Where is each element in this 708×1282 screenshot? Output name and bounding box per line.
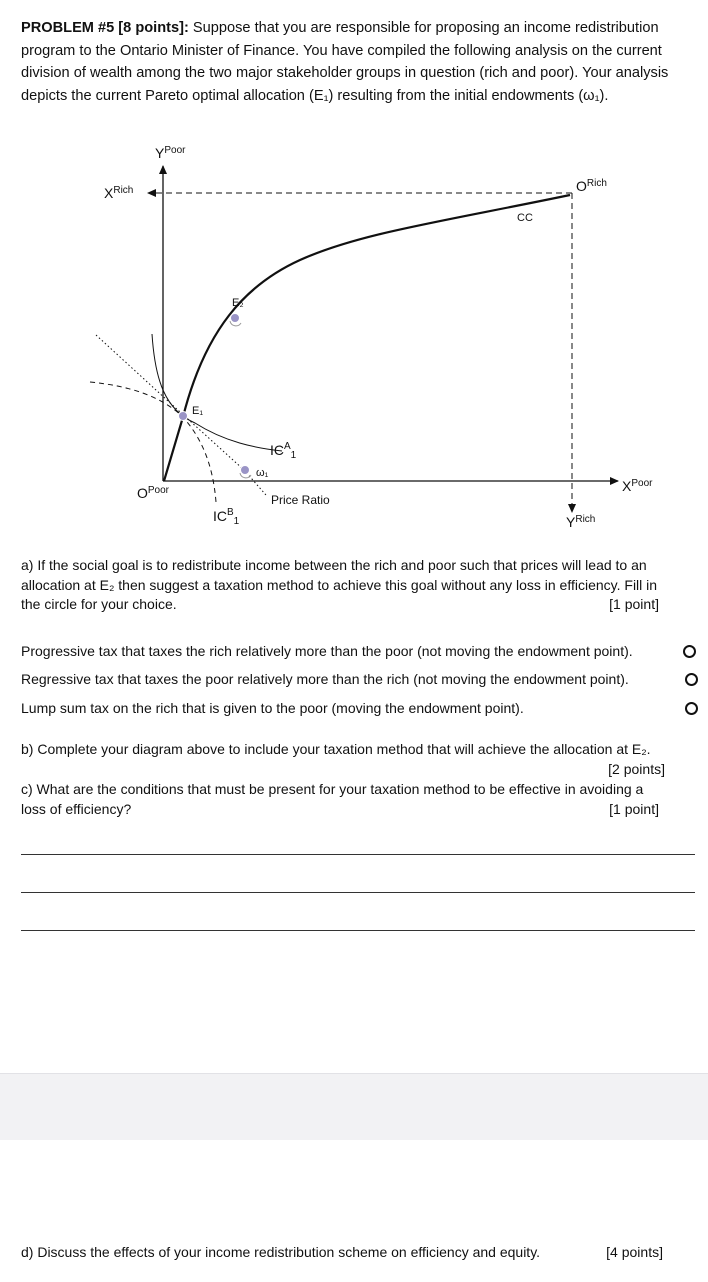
- problem-line-1: PROBLEM #5 [8 points]: Suppose that you are responsible for proposing an income redistribution: [21, 20, 659, 36]
- question-c-line-2: loss of efficiency? [1 point]: [21, 800, 701, 820]
- indifference-curve-b1: [90, 382, 216, 502]
- x-rich-axis-label: $X^{Rich}$: [104, 185, 134, 201]
- e2-label: E₂: [232, 297, 244, 309]
- omega1-label: ω₁: [256, 467, 269, 479]
- indifference-curve-a1: [152, 334, 282, 451]
- question-c: [21, 780, 701, 819]
- option-regressive-tax-label: Regressive tax that taxes the poor relatively more than the rich (not moving the endowment point).: [21, 671, 629, 687]
- question-a: [21, 556, 701, 615]
- point-omega1: [241, 466, 250, 475]
- problem-line-3: division of wealth among the two major stakeholder groups in question (rich and poor). Your analysis: [21, 65, 669, 81]
- origin-rich-label: $O^{Rich}$: [576, 178, 607, 194]
- option-lump-sum-tax[interactable]: [21, 697, 701, 719]
- problem-line-4: depicts the current Pareto optimal allocation (E₁) resulting from the initial endowments (ω₁).: [21, 87, 609, 104]
- question-d-line-1: d) Discuss the effects of your income redistribution scheme on efficiency and equity.: [21, 1244, 541, 1260]
- option-regressive-tax-radio[interactable]: [685, 673, 698, 686]
- question-b-points-row: [21, 760, 701, 780]
- y-poor-axis-label: $Y^{Poor}$: [155, 145, 186, 161]
- question-b: [21, 740, 701, 779]
- edgeworth-box-diagram: [0, 130, 708, 540]
- option-lump-sum-tax-radio[interactable]: [685, 702, 698, 715]
- question-d-points: [4 points]: [606, 1244, 663, 1260]
- question-b-line-1: b) Complete your diagram above to include your taxation method that will achieve the allocation at E₂.: [21, 741, 651, 757]
- problem-line-2: program to the Ontario Minister of Finance. You have compiled the following analysis on the current: [21, 42, 662, 59]
- problem-title: PROBLEM #5 [8 points]:: [21, 20, 189, 36]
- ica1-label: $IC^A_1$: [270, 441, 297, 461]
- price-ratio-label: Price Ratio: [271, 493, 330, 507]
- question-a-line-1: a) If the social goal is to redistribute income between the rich and poor such that prices will lead to an: [21, 557, 647, 573]
- question-d: [21, 1243, 701, 1263]
- answer-line-1[interactable]: [21, 854, 695, 855]
- option-progressive-tax-radio[interactable]: [683, 645, 696, 658]
- option-regressive-tax[interactable]: [21, 668, 701, 690]
- option-lump-sum-tax-label: Lump sum tax on the rich that is given to the poor (moving the endowment point).: [21, 700, 524, 716]
- question-a-points: [1 point]: [609, 596, 659, 612]
- origin-poor-label: $O^{Poor}$: [137, 485, 170, 501]
- question-a-line-3: the circle for your choice. [1 point]: [21, 595, 701, 615]
- contract-curve-label: CC: [517, 212, 533, 224]
- problem-statement: [21, 17, 701, 107]
- question-a-line-2: allocation at E₂ then suggest a taxation method to achieve this goal without any loss in efficiency. Fill in: [21, 576, 658, 593]
- question-c-points: [1 point]: [609, 800, 659, 817]
- answer-line-3[interactable]: [21, 930, 695, 931]
- answer-line-2[interactable]: [21, 892, 695, 893]
- e1-label: E₁: [192, 405, 204, 417]
- icb1-label: $IC^B_1$: [213, 507, 240, 527]
- x-poor-axis-label: $X^{Poor}$: [622, 478, 653, 494]
- y-rich-axis-label: $Y^{Rich}$: [566, 514, 596, 530]
- page-break: [0, 1073, 708, 1140]
- option-progressive-tax[interactable]: [21, 640, 701, 662]
- question-b-points: [2 points]: [608, 760, 665, 777]
- point-e2: [231, 314, 240, 323]
- question-c-line-1: c) What are the conditions that must be present for your taxation method to be effective in avoiding a: [21, 781, 644, 797]
- point-e1: [179, 412, 188, 421]
- option-progressive-tax-label: Progressive tax that taxes the rich relatively more than the poor (not moving the endowment point).: [21, 643, 633, 659]
